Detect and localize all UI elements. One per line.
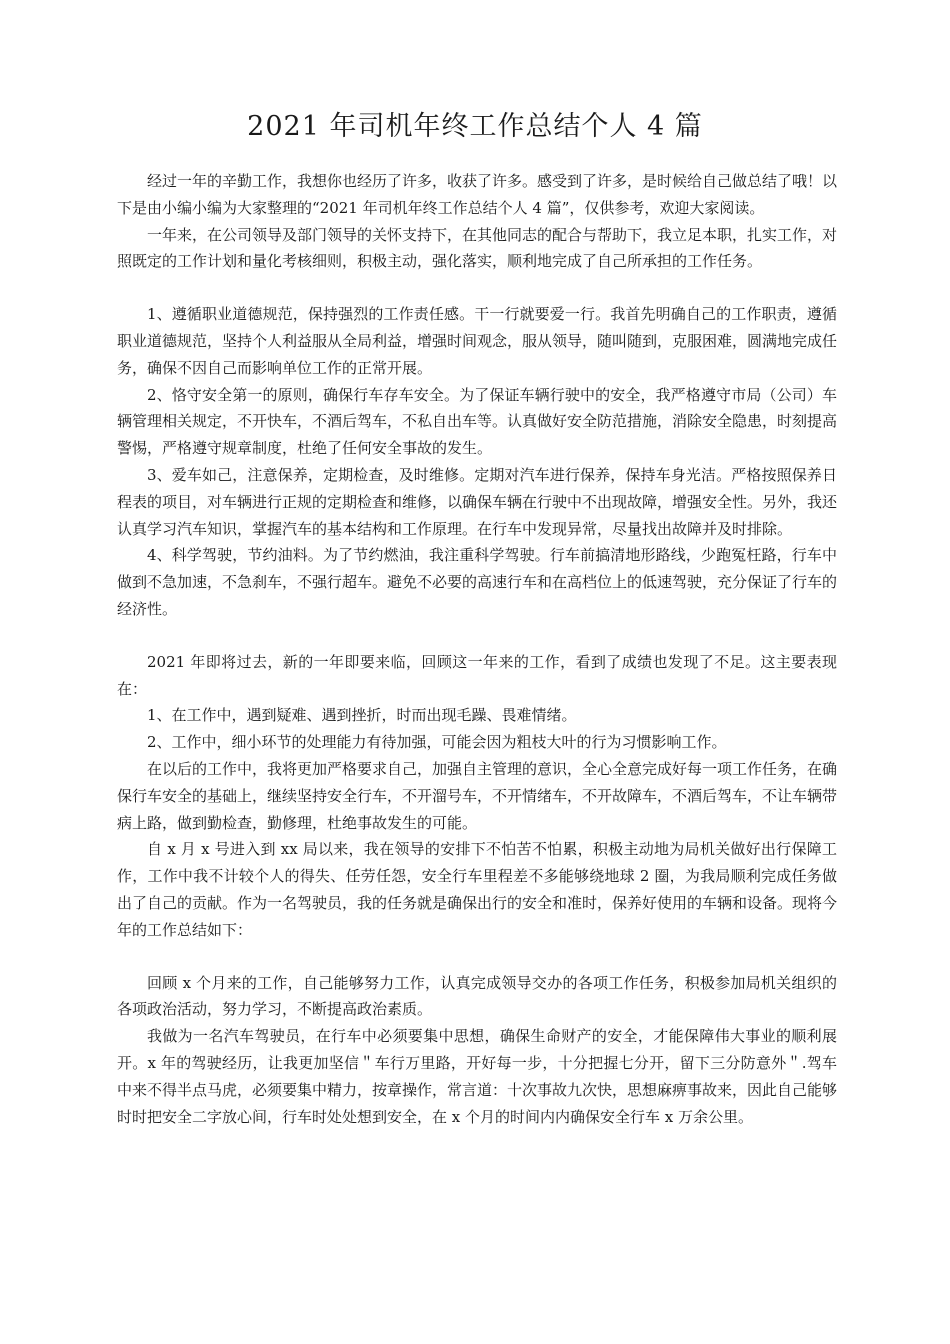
paragraph: 回顾 x 个月来的工作，自己能够努力工作，认真完成领导交办的各项工作任务，积极参加局机关组织的各项政治活动，努力学习，不断提高政治素质。 [117,973,837,1019]
document-title: 2021 年司机年终工作总结个人 4 篇 [247,111,703,142]
paragraph: 2、恪守安全第一的原则，确保行车存车安全。为了保证车辆行驶中的安全，我严格遵守市局（公司）车辆管理相关规定，不开快车，不酒后驾车，不私自出车等。认真做好安全防范措施，消除安全隐患，时刻提高警惕，严格遵守规章制度，杜绝了任何安全事故的发生。 [117,385,838,458]
paragraph: 我做为一名汽车驾驶员，在行车中必须要集中思想，确保生命财产的安全，才能保障伟大事业的顺利展开。x 年的驾驶经历，让我更加坚信＂车行万里路，开好每一步，十分把握七分开，留下三分防意外＂.驾车中来不得半点马虎，必须要集中精力，按章操作，常言道：十次事故九次快，思想麻痹事故来，因此自己能够时时把安全二字放心间，行车时处处想到安全，在 x 个月的时间内内确保安全行车 x 万余公里。 [117,1027,838,1126]
paragraph-gap [117,623,837,649]
paragraph-gap [117,944,837,970]
paragraph: 3、爱车如己，注意保养，定期检查，及时维修。定期对汽车进行保养，保持车身光洁。严格按照保养日程表的项目，对车辆进行正规的定期检查和维修，以确保车辆在行驶中不出现故障，增强安全性。另外，我还认真学习汽车知识，掌握汽车的基本结构和工作原理。在行车中发现异常，尽量找出故障并及时排除。 [117,465,838,538]
paragraph: 2021 年即将过去，新的一年即要来临，回顾这一年来的工作，看到了成绩也发现了不足。这主要表现在： [117,652,837,698]
paragraph: 1、遵循职业道德规范，保持强烈的工作责任感。干一行就要爱一行。我首先明确自己的工作职责，遵循职业道德规范，坚持个人利益服从全局利益，增强时间观念，服从领导，随叫随到，克服困难，圆满地完成任务，确保不因自己而影响单位工作的正常开展。 [117,305,838,377]
paragraph: 经过一年的辛勤工作，我想你也经历了许多，收获了许多。感受到了许多，是时候给自己做总结了哦！以下是由小编小编为大家整理的“2021 年司机年终工作总结个人 4 篇”，仅供参考，欢迎大家阅读。 [117,172,838,217]
paragraph: 1、在工作中，遇到疑难、遇到挫折，时而出现毛躁、畏难情绪。 [147,706,577,725]
paragraph: 2、工作中，细小环节的处理能力有待加强，可能会因为粗枝大叶的行为习惯影响工作。 [147,733,727,752]
paragraph-gap [117,275,837,301]
paragraph: 4、科学驾驶，节约油料。为了节约燃油，我注重科学驾驶。行车前搞清地形路线，少跑冤枉路，行车中做到不急加速，不急刹车，不强行超车。避免不必要的高速行车和在高档位上的低速驾驶，充分保证了行车的经济性。 [117,546,838,618]
document-body [117,168,837,1130]
paragraph: 一年来，在公司领导及部门领导的关怀支持下，在其他同志的配合与帮助下，我立足本职，扎实工作，对照既定的工作计划和量化考核细则，积极主动，强化落实，顺利地完成了自己所承担的工作任务。 [117,225,838,271]
paragraph: 自 x 月 x 号进入到 xx 局以来，我在领导的安排下不怕苦不怕累，积极主动地为局机关做好出行保障工作，工作中我不计较个人的得失、任劳任怨，安全行车里程差不多能够绕地球 2 圈，为我局顺利完成任务做出了自己的贡献。作为一名驾驶员，我的任务就是确保出行的安全和准时，保养好使用的车辆和设备。现将今年的工作总结如下： [117,840,838,939]
paragraph: 在以后的工作中，我将更加严格要求自己，加强自主管理的意识，全心全意完成好每一项工作任务，在确保行车安全的基础上，继续坚持安全行车，不开溜号车，不开情绪车，不开故障车，不酒后驾车，不让车辆带病上路，做到勤检查，勤修理，杜绝事故发生的可能。 [117,759,838,832]
